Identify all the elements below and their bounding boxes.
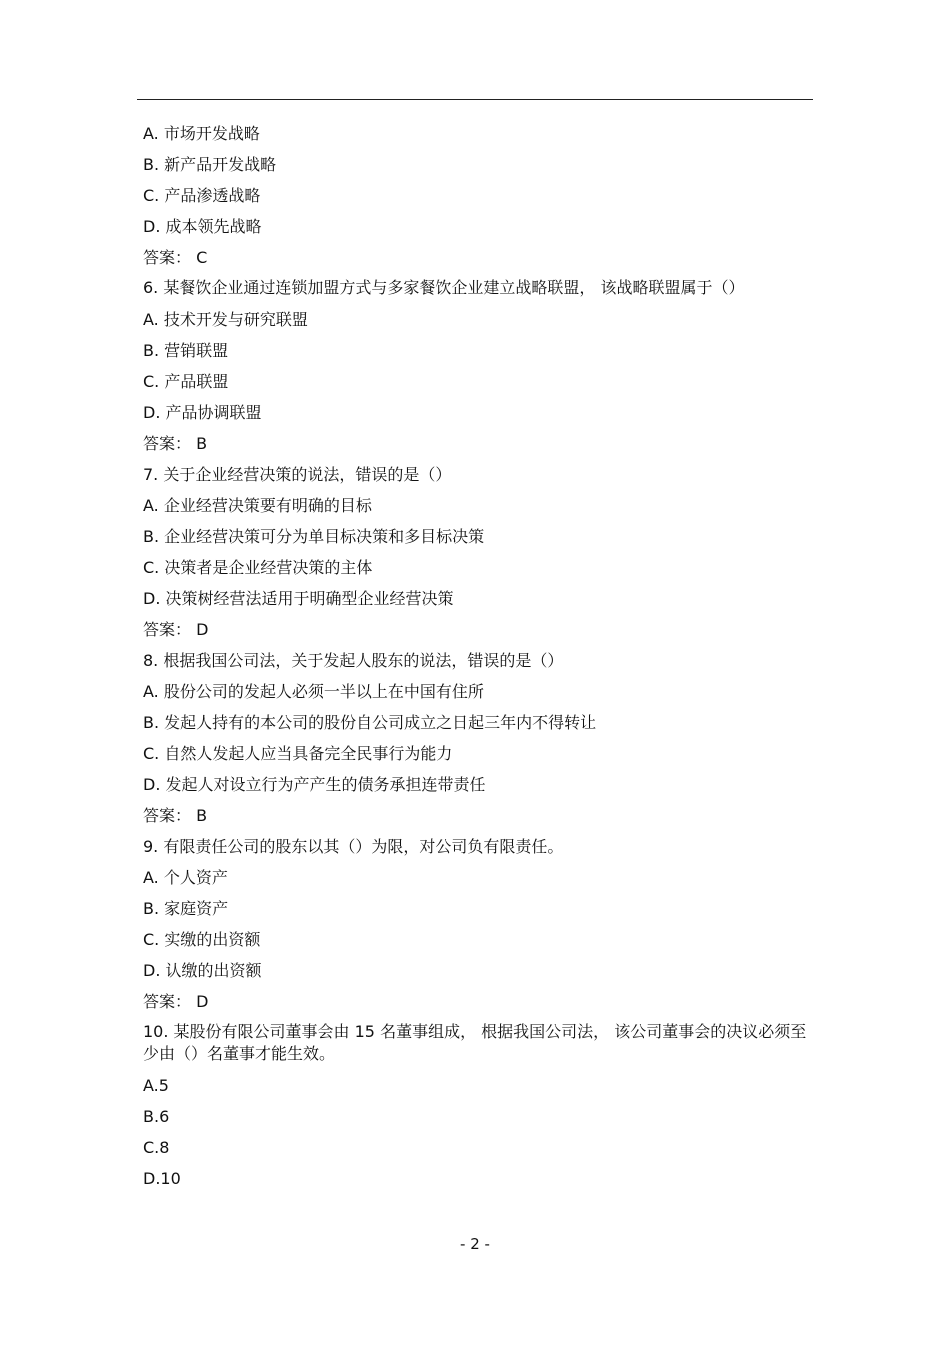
- option-line: B. 新产品开发战略: [143, 155, 277, 174]
- answer-line: 答案： D: [143, 620, 209, 639]
- answer-line: 答案： D: [143, 992, 209, 1011]
- option-line: A. 企业经营决策要有明确的目标: [143, 496, 372, 515]
- question-line: 9. 有限责任公司的股东以其（）为限，对公司负有限责任。: [143, 837, 564, 856]
- option-line: D. 成本领先战略: [143, 217, 262, 236]
- option-line: B. 发起人持有的本公司的股份自公司成立之日起三年内不得转让: [143, 713, 597, 732]
- option-line: B.6: [143, 1107, 170, 1126]
- option-line: A. 技术开发与研究联盟: [143, 310, 308, 329]
- option-line: C. 产品联盟: [143, 372, 229, 391]
- answer-line: 答案： B: [143, 434, 208, 453]
- document-body: [143, 118, 808, 1194]
- option-line: D. 决策树经营法适用于明确型企业经营决策: [143, 589, 454, 608]
- question-line: 8. 根据我国公司法，关于发起人股东的说法，错误的是（）: [143, 651, 564, 670]
- question-line: 6. 某餐饮企业通过连锁加盟方式与多家餐饮企业建立战略联盟， 该战略联盟属于（）: [143, 278, 745, 297]
- option-line: C. 自然人发起人应当具备完全民事行为能力: [143, 744, 453, 763]
- page-number: - 2 -: [460, 1235, 490, 1253]
- option-line: B. 家庭资产: [143, 899, 229, 918]
- option-line: A.5: [143, 1076, 169, 1095]
- option-line: B. 企业经营决策可分为单目标决策和多目标决策: [143, 527, 485, 546]
- option-line: C. 决策者是企业经营决策的主体: [143, 558, 373, 577]
- question-line: 10. 某股份有限公司董事会由 15 名董事组成， 根据我国公司法， 该公司董事会的决议必须至少由（）名董事才能生效。: [143, 1022, 807, 1063]
- option-line: C. 产品渗透战略: [143, 186, 261, 205]
- option-line: A. 股份公司的发起人必须一半以上在中国有住所: [143, 682, 484, 701]
- option-line: D. 发起人对设立行为产产生的债务承担连带责任: [143, 775, 486, 794]
- question-line: 7. 关于企业经营决策的说法，错误的是（）: [143, 465, 452, 484]
- option-line: C. 实缴的出资额: [143, 930, 261, 949]
- option-line: C.8: [143, 1138, 170, 1157]
- option-line: B. 营销联盟: [143, 341, 229, 360]
- option-line: D. 认缴的出资额: [143, 961, 262, 980]
- answer-line: 答案： B: [143, 806, 208, 825]
- answer-line: 答案： C: [143, 248, 208, 267]
- option-line: A. 市场开发战略: [143, 124, 260, 143]
- option-line: D.10: [143, 1169, 181, 1188]
- option-line: A. 个人资产: [143, 868, 228, 887]
- option-line: D. 产品协调联盟: [143, 403, 262, 422]
- header-rule: [137, 99, 813, 100]
